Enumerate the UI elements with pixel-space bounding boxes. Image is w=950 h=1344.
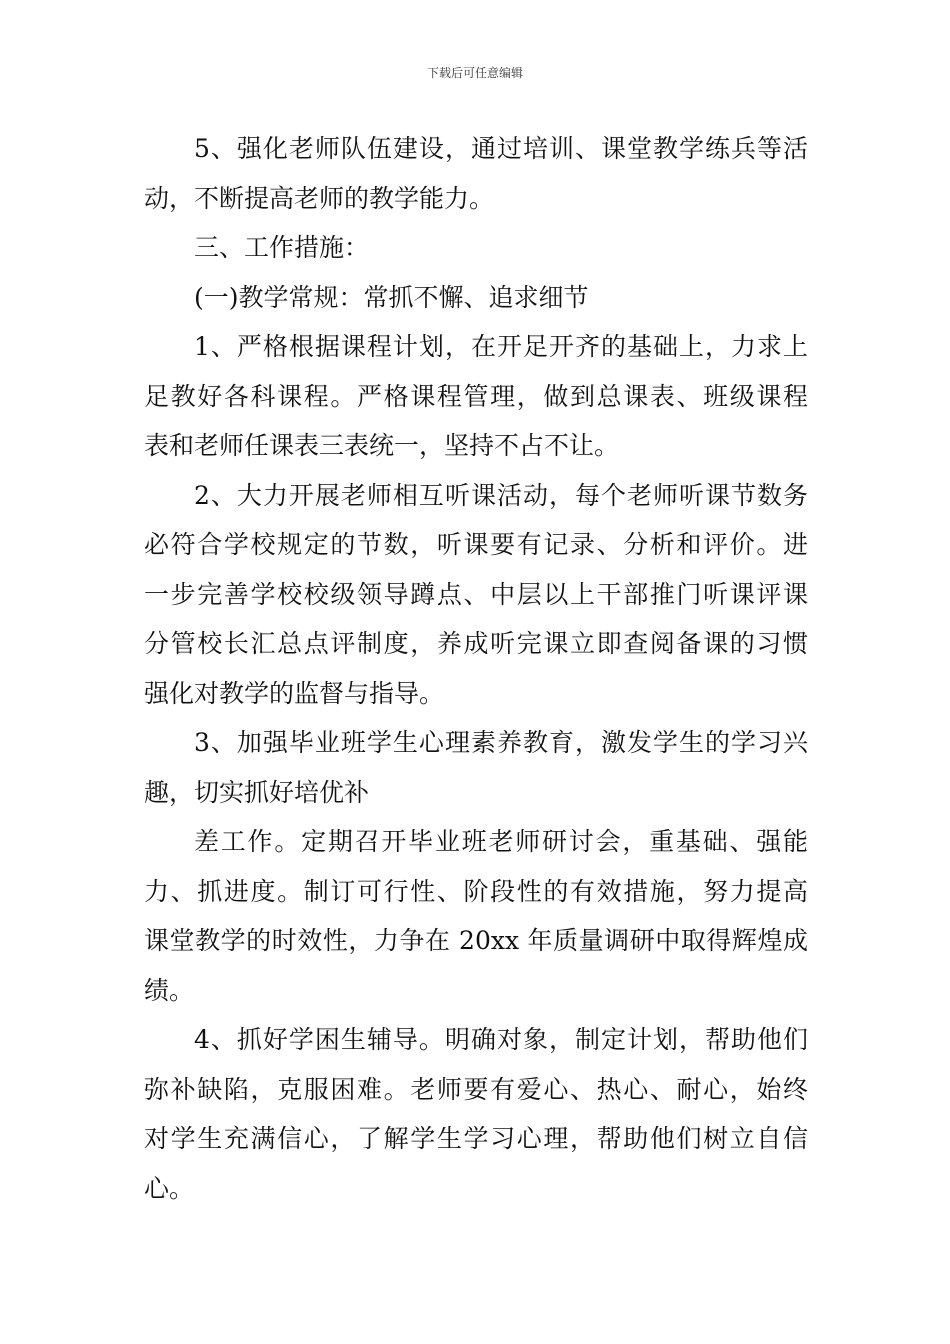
text-line-19: 4、抓好学困生辅导。明确对象，制定计划，帮助他们 xyxy=(194,1025,808,1054)
text-line-8: 2、大力开展老师相互听课活动，每个老师听课节数务 xyxy=(194,480,808,510)
text-line-13: 3、加强毕业班学生心理素养教育，激发学生的学习兴 xyxy=(194,728,808,757)
text-line-10: 一步完善学校校级领导蹲点、中层以上干部推门听课评课 xyxy=(144,579,808,609)
text-line-18: 绩。 xyxy=(144,975,195,1005)
text-line-6: 足教好各科课程。严格课程管理，做到总课表、班级课程 xyxy=(144,381,808,411)
text-line-16: 力、抓进度。制订可行性、阶段性的有效措施，努力提高 xyxy=(144,876,808,906)
subsection-heading-routine: (一)教学常规：常抓不懈、追求细节 xyxy=(194,282,589,312)
page-header-note: 下载后可任意编辑 xyxy=(426,66,523,80)
text-line-7: 表和老师任课表三表统一，坚持不占不让。 xyxy=(144,431,620,460)
section-heading-measures: 三、工作措施： xyxy=(194,233,370,262)
text-line-9: 必符合学校规定的节数，听课要有记录、分析和评价。进 xyxy=(144,530,808,559)
text-line-14: 趣，切实抓好培优补 xyxy=(144,777,370,807)
text-line-12: 强化对教学的监督与指导。 xyxy=(144,678,445,708)
text-line-11: 分管校长汇总点评制度，养成听完课立即查阅备课的习惯 xyxy=(144,629,808,658)
text-line-17: 课堂教学的时效性，力争在 20xx 年质量调研中取得辉煌成 xyxy=(144,926,808,955)
text-line-15: 差工作。定期召开毕业班老师研讨会，重基础、强能 xyxy=(194,827,808,856)
text-line-5: 1、严格根据课程计划，在开足开齐的基础上，力求上 xyxy=(194,332,808,361)
text-line-21: 对学生充满信心，了解学生学习心理，帮助他们树立自信 xyxy=(144,1124,808,1153)
text-line-1: 5、强化老师队伍建设，通过培训、课堂教学练兵等活 xyxy=(194,134,808,163)
text-line-20: 弥补缺陷，克服困难。老师要有爱心、热心、耐心，始终 xyxy=(144,1074,808,1104)
text-line-22: 心。 xyxy=(144,1173,195,1203)
document-body xyxy=(144,124,808,1213)
text-line-2: 动，不断提高老师的教学能力。 xyxy=(144,183,495,213)
